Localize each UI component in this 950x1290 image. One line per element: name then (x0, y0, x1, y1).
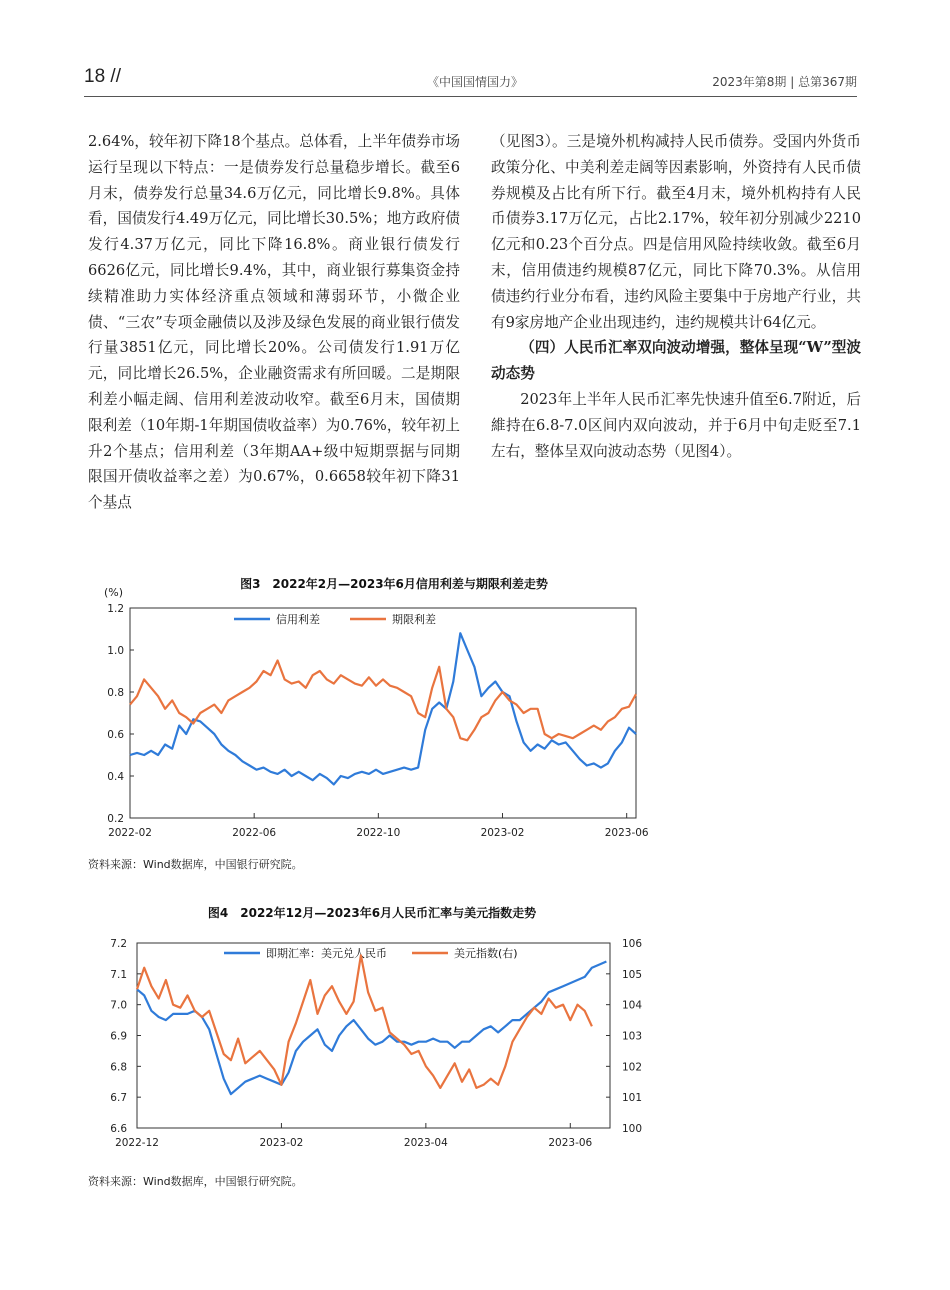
y-tick-label: 7.1 (110, 968, 127, 981)
x-tick-label: 2022-06 (232, 827, 277, 839)
x-tick-label: 2022-12 (115, 1137, 159, 1149)
chart-title: 图4 2022年12月—2023年6月人民币汇率与美元指数走势 (207, 906, 537, 920)
figure-4-chart (82, 897, 652, 1163)
header-divider (84, 96, 857, 97)
figure-3 (82, 572, 649, 848)
body-paragraph: 2023年上半年人民币汇率先快速升值至6.7附近，后維持在6.8-7.0区间内双向波动，并于6月中旬走贬至7.1左右，整体呈双向波动态势（见图4）。 (491, 390, 861, 460)
y2-tick-label: 105 (622, 968, 643, 981)
y-tick-label: 1.0 (107, 645, 124, 657)
y2-tick-label: 103 (622, 1030, 643, 1043)
y2-tick-label: 104 (622, 999, 643, 1012)
legend-label: 美元指数(右) (454, 947, 518, 960)
y-tick-label: 6.7 (110, 1092, 127, 1105)
y-tick-label: 7.2 (110, 938, 127, 950)
y-tick-label: 0.6 (107, 729, 124, 741)
chart-title: 图3 2022年2月—2023年6月信用利差与期限利差走势 (240, 577, 548, 591)
y-tick-label: 6.9 (110, 1030, 127, 1043)
y2-tick-label: 100 (622, 1123, 643, 1135)
legend-label: 信用利差 (276, 613, 320, 626)
x-tick-label: 2022-02 (108, 827, 152, 839)
x-tick-label: 2022-10 (356, 827, 401, 839)
series-line-usdcny-rate (137, 962, 606, 1095)
figure-4 (82, 897, 642, 1163)
plot-frame (130, 608, 636, 818)
body-paragraph: （见图3）。三是境外机构减持人民币债券。受国内外货币政策分化、中美利差走阔等因素影响，外资持有人民币债券规模及占比有所下行。截至4月末，境外机构持有人民币债券3.17万亿元，占比2.17%，较年初分别减少2210亿元和0.23个百分点。四是信用风险持续收敛。截至6月末，信用债违约规模87亿元，同比下降70.3%。从信用债违约行业分布看，违约风险主要集中于房地产行业，共有9家房地产企业出现违约，违约规模共计64亿元。 (491, 133, 861, 331)
left-column (88, 129, 460, 516)
x-tick-label: 2023-02 (259, 1137, 304, 1149)
y-tick-label: 6.8 (110, 1061, 127, 1074)
body-paragraph: 2.64%，较年初下降18个基点。总体看，上半年债券市场运行呈现以下特点：一是债券发行总量稳步增长。截至6月末，债券发行总量34.6万亿元，同比增长9.8%。具体看，国债发行4.49万亿元，同比增长30.5%；地方政府债发行4.37万亿元，同比下降16.8%。商业银行债发行6626亿元，同比增长9.4%，其中，商业银行募集资金持续精准助力实体经济重点领域和薄弱环节，小微企业债、“三农”专项金融债以及涉及绿色发展的商业银行债发行量3851亿元，同比增长20%。公司债发行1.91万亿元，同比增长26.5%，企业融资需求有所回暖。二是期限利差小幅走阔、信用利差波动收窄。截至6月末，国债期限利差（10年期-1年期国债收益率）为0.76%，较年初上升2个基点；信用利差（3年期AA+级中短期票据与同期限国开债收益率之差）为0.67%，0.6658较年初下降31个基点 (88, 133, 460, 512)
legend-label: 期限利差 (392, 613, 436, 626)
x-tick-label: 2023-02 (480, 827, 525, 839)
x-tick-label: 2023-06 (548, 1137, 593, 1149)
page-header (0, 0, 950, 100)
y2-tick-label: 101 (622, 1092, 643, 1105)
y-tick-label: 0.4 (107, 771, 124, 783)
y2-tick-label: 106 (622, 938, 643, 950)
issue-info: 2023年第8期 | 总第367期 (712, 75, 857, 89)
figure-3-source: 资料来源：Wind数据库，中国银行研究院。 (88, 858, 303, 871)
page-number: 18 // (84, 66, 121, 87)
y-tick-label: 1.2 (107, 603, 124, 615)
legend-label: 即期汇率：美元兑人民币 (266, 947, 387, 960)
figure-4-source: 资料来源：Wind数据库，中国银行研究院。 (88, 1175, 303, 1188)
y-axis-label: (%) (104, 586, 124, 599)
right-column (491, 129, 861, 464)
x-tick-label: 2023-06 (604, 827, 649, 839)
journal-name: 《中国国情国力》 (426, 75, 523, 89)
section-heading: （四）人民币汇率双向波动增强，整体呈现“W”型波动态势 (491, 339, 861, 383)
x-tick-label: 2023-04 (403, 1137, 448, 1149)
y-tick-label: 0.2 (107, 813, 124, 825)
y-tick-label: 0.8 (107, 687, 124, 699)
y-tick-label: 7.0 (110, 999, 127, 1012)
series-line-term-spread (130, 661, 636, 741)
figure-3-chart (82, 572, 649, 848)
plot-frame (137, 943, 610, 1128)
y2-tick-label: 102 (622, 1061, 643, 1074)
y-tick-label: 6.6 (110, 1123, 127, 1135)
